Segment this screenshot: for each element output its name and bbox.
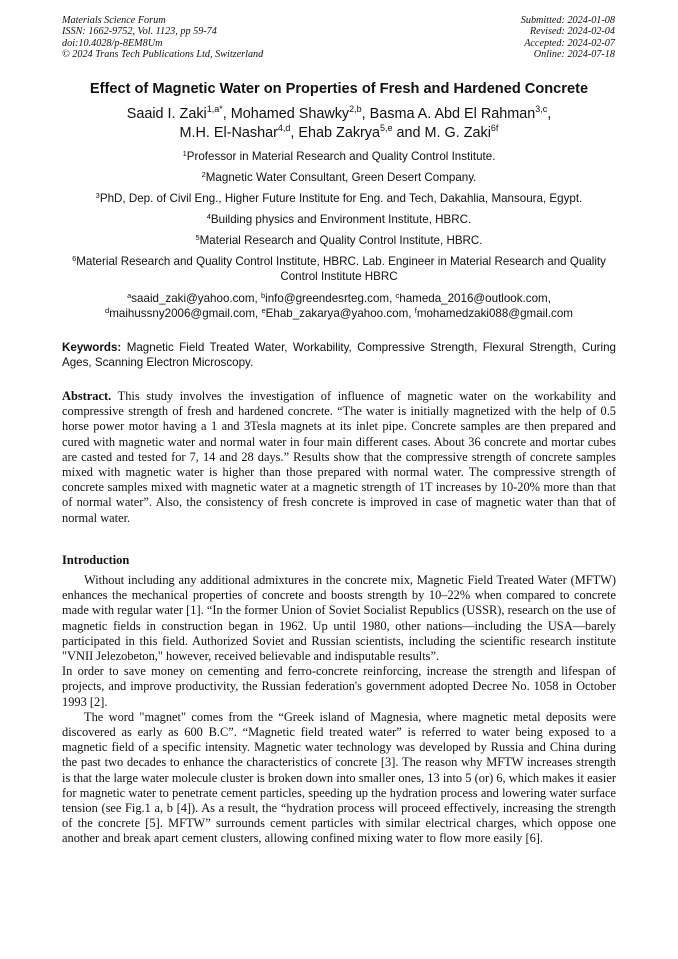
issn: ISSN: 1662-9752, Vol. 1123, pp 59-74 bbox=[62, 26, 217, 38]
author: Basma A. Abd El Rahman$^{3,c}$, bbox=[369, 104, 552, 122]
affiliation: $^6$Material Research and Quality Control Institute, HBRC. Lab. Engineer in Material Research and Quality Control Institute HBRC bbox=[72, 254, 606, 283]
author: Ehab Zakrya$^{5,e}$ and bbox=[298, 122, 425, 141]
email: $^d$maihussny2006@gmail.com, bbox=[105, 305, 262, 320]
author: M.H. El-Nashar$^{4,d}$, bbox=[179, 122, 299, 141]
keywords-label: Keywords: bbox=[62, 341, 122, 354]
paragraph: Without including any additional admixtures in the concrete mix, Magnetic Field Treated Water (MFTW) enhances the mechanical properties of concrete and boosts strength by 10–22% when compared to concrete made with regular water [1]. “In the former Union of Soviet Socialist Republics (USSR), research on the use of magnetic fields in construction began in 1962. Up until 1980, other nations—including the USA—barely participated in this field. Authorized Soviet and Russian scientists, including the scientific research institute "VNII Jelezobeton," however, received believable and indisputable results”. bbox=[62, 573, 616, 664]
email: $^b$info@greendesrteg.com, bbox=[260, 291, 396, 305]
journal-name: Materials Science Forum bbox=[62, 15, 166, 26]
abstract-text: This study involves the investigation of influence of magnetic water on the workability and compressive strength of fresh and hardened concrete. “The water is initially magnetized with the help of 0.5 horse power motor having a 1 and 3Tesla magnets at its inlet pipe. Concrete samples are then prepared and cured with magnetic water and normal water in four main different cases. About 36 concrete and mortar cubes are casted and tested for 7, 14 and 28 days.” Results show that the compressive strength of concrete samples mixed with magnetic water is higher than those prepared with normal water. The compressive strength of concrete samples mixed with magnetic water at a magnetic strength of 1T increases by 10-20% more than that of normal water”. Also, the consistency of fresh concrete is improved in case of magnetic water than that of normal water. bbox=[62, 389, 616, 525]
abstract bbox=[62, 389, 616, 526]
keywords bbox=[62, 340, 616, 370]
affiliation: $^3$PhD, Dep. of Civil Eng., Higher Future Institute for Eng. and Tech, Dakahlia, Mansoura, Egypt. bbox=[95, 191, 583, 205]
online-date: Online: 2024-07-18 bbox=[533, 49, 615, 61]
email: $^c$hameda_2016@outlook.com, bbox=[395, 291, 551, 305]
keywords-text: Magnetic Field Treated Water, Workability, Compressive Strength, Flexural Strength, Curing Ages, Scanning Electron Microscopy. bbox=[62, 341, 616, 370]
paragraph: In order to save money on cementing and ferro-concrete reinforcing, increase the strength and lifespan of projects, and improve productivity, the Russian federation's government adopted Decree No. 1058 in October 1993 [2]. bbox=[62, 664, 616, 709]
email: $^e$Ehab_zakarya@yahoo.com, bbox=[261, 305, 415, 320]
revised-date: Revised: 2024-02-04 bbox=[529, 26, 615, 38]
email: $^f$mohamedzaki088@gmail.com bbox=[414, 305, 573, 320]
introduction-body bbox=[62, 573, 616, 847]
affiliation: $^5$Material Research and Quality Control Institute, HBRC. bbox=[195, 233, 483, 247]
accepted-date: Accepted: 2024-02-07 bbox=[524, 37, 615, 49]
abstract-label: Abstract. bbox=[62, 389, 112, 403]
author: M. G. Zaki$^{6f}$ bbox=[424, 122, 499, 141]
email: $^a$saaid_zaki@yahoo.com, bbox=[127, 291, 261, 305]
copyright: © 2024 Trans Tech Publications Ltd, Switzerland bbox=[62, 49, 264, 61]
affiliation: $^1$Professor in Material Research and Quality Control Institute. bbox=[182, 149, 496, 163]
author: Saaid I. Zaki$^{1,a*}$, bbox=[126, 104, 231, 122]
affiliation: $^4$Building physics and Environment Institute, HBRC. bbox=[206, 212, 472, 226]
section-heading-introduction: Introduction bbox=[62, 553, 130, 567]
journal-info bbox=[62, 15, 263, 61]
submitted-date: Submitted: 2024-01-08 bbox=[520, 15, 615, 26]
doi: doi:10.4028/p-8EM8Um bbox=[62, 37, 163, 49]
paragraph: The word "magnet" comes from the “Greek island of Magnesia, where magnetic metal deposits were discovered as early as 600 B.C”. “Magnetic field treated water” is referred to water being exposed to a magnetic field of a specific intensity. Magnetic water technology was developed by Russia and China during the past two decades to enhance the characteristics of concrete [3]. The reason why MFTW increases strength is that the large water molecule cluster is broken down into smaller ones, 13 into 5 (or) 6, which makes it easier for magnetic water to penetrate cement particles, speeding up the hydration process and lowering water surface tension (see Fig.1 a, b [4]). As a result, the “hydration process will proceed effectively, increasing the strength of the concrete [5]. MFTW” surrounds cement particles with similar electrical charges, which oppose one another and break apart cement clusters, allowing confined mixing water to flow more easily [6]. bbox=[62, 709, 616, 846]
author-emails bbox=[62, 292, 616, 321]
author: Mohamed Shawky$^{2,b}$, bbox=[230, 104, 370, 122]
author-list bbox=[0, 105, 678, 142]
affiliation: $^2$Magnetic Water Consultant, Green Desert Company. bbox=[201, 170, 477, 184]
paper-title: Effect of Magnetic Water on Properties of Fresh and Hardened Concrete bbox=[89, 81, 589, 97]
publication-dates bbox=[521, 15, 615, 61]
